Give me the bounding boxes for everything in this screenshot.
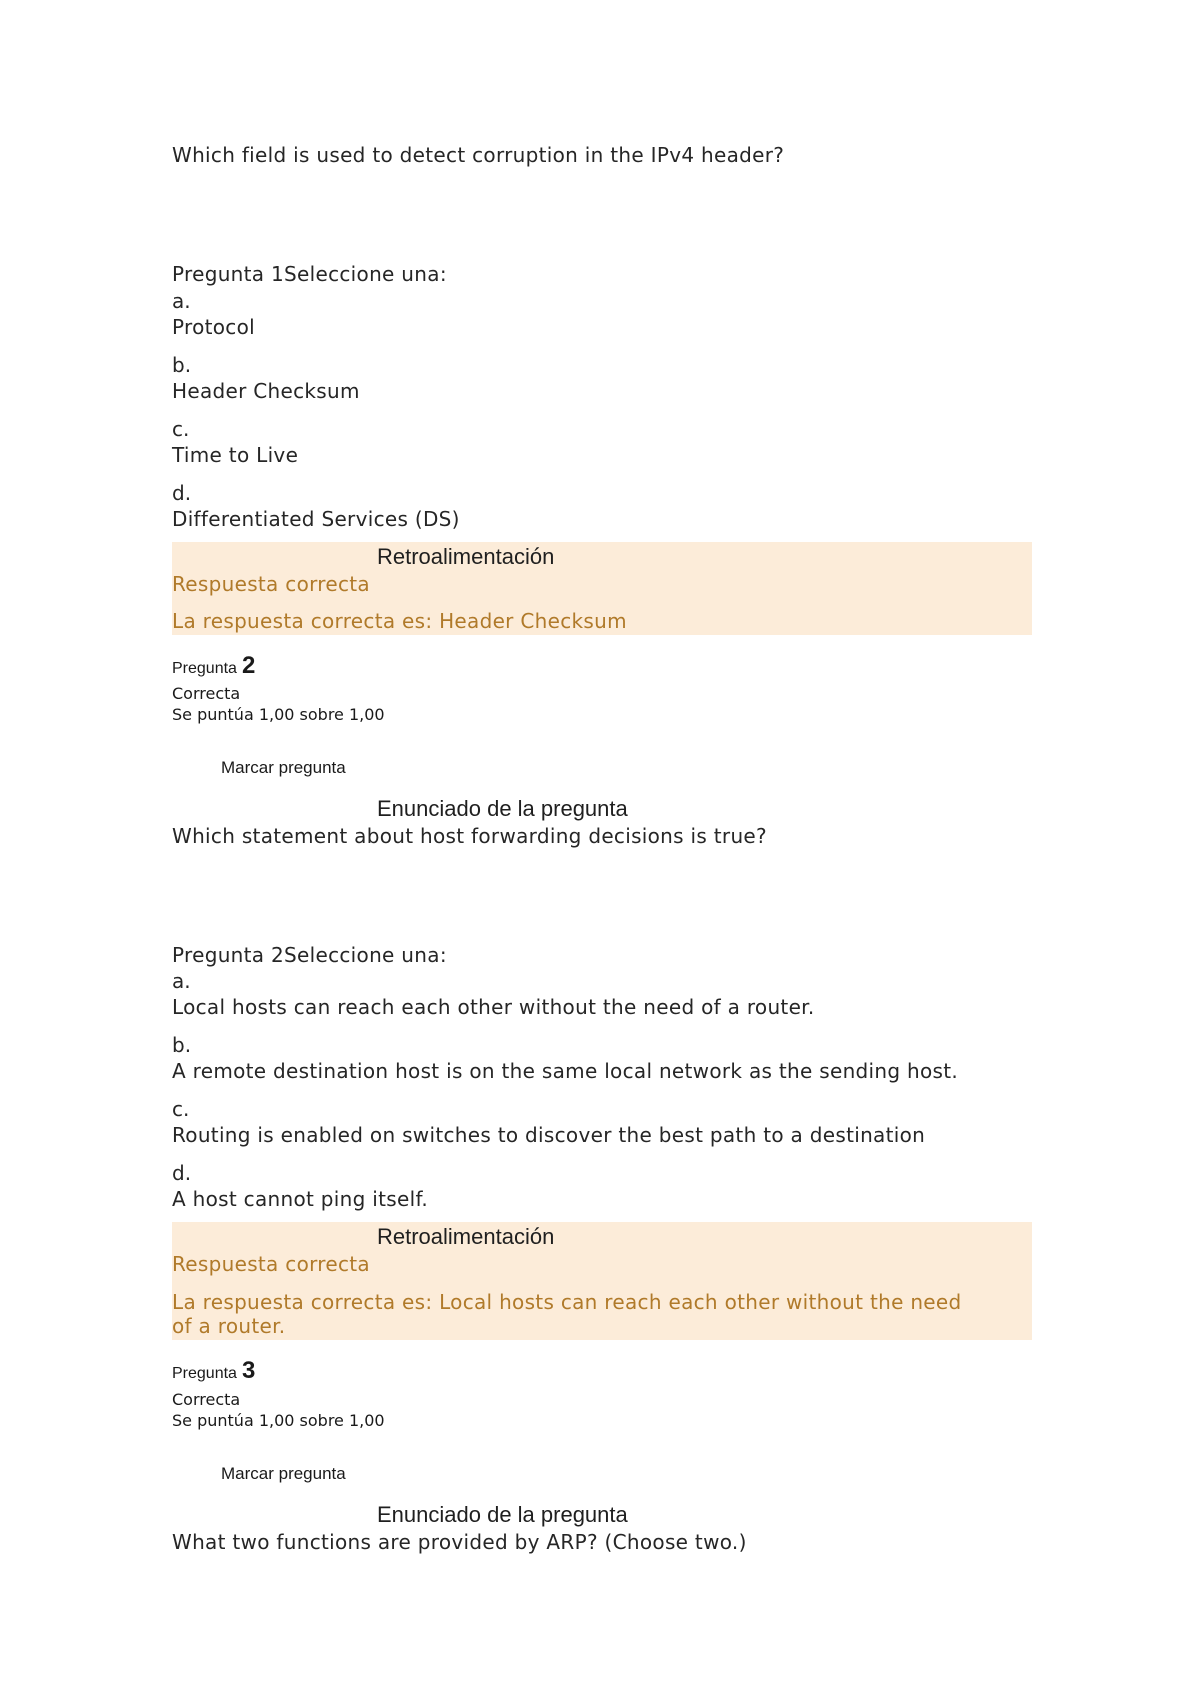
q1-option-a-letter[interactable]: a.	[172, 289, 191, 313]
q2-feedback-title: Retroalimentación	[377, 1224, 555, 1249]
q2-prompt: Pregunta 2Seleccione una:	[172, 943, 447, 967]
q2-grade: Se puntúa 1,00 sobre 1,00	[172, 705, 385, 724]
q3-grade: Se puntúa 1,00 sobre 1,00	[172, 1411, 385, 1430]
q2-option-c-text[interactable]: Routing is enabled on switches to discover the best path to a destination	[172, 1123, 926, 1147]
q3-number: 3	[242, 1357, 256, 1384]
q1-option-c-letter[interactable]: c.	[172, 417, 190, 441]
q2-feedback-answer-line1: La respuesta correcta es: Local hosts can reach each other without the need	[172, 1290, 962, 1314]
q3-header	[172, 1357, 255, 1385]
q2-state: Correcta	[172, 684, 241, 703]
q1-option-b-letter[interactable]: b.	[172, 353, 192, 377]
q2-option-b-letter[interactable]: b.	[172, 1033, 192, 1057]
q2-statement: Which statement about host forwarding decisions is true?	[172, 824, 767, 848]
q3-flag-link[interactable]: Marcar pregunta	[221, 1464, 346, 1483]
q1-prompt: Pregunta 1Seleccione una:	[172, 262, 447, 286]
q2-feedback-box	[172, 1222, 1032, 1340]
q2-option-a-letter[interactable]: a.	[172, 969, 191, 993]
q1-option-a-text[interactable]: Protocol	[172, 315, 255, 339]
q2-option-a-text[interactable]: Local hosts can reach each other without the need of a router.	[172, 995, 815, 1019]
q2-feedback-answer-line2: of a router.	[172, 1314, 286, 1338]
q2-option-d-text[interactable]: A host cannot ping itself.	[172, 1187, 429, 1211]
q3-statement-title: Enunciado de la pregunta	[377, 1502, 628, 1527]
q2-flag-link[interactable]: Marcar pregunta	[221, 758, 346, 777]
q2-number: 2	[242, 652, 256, 679]
q2-statement-title: Enunciado de la pregunta	[377, 796, 628, 821]
q3-state: Correcta	[172, 1390, 241, 1409]
q2-feedback-result: Respuesta correcta	[172, 1252, 370, 1276]
q3-statement: What two functions are provided by ARP? (Choose two.)	[172, 1530, 747, 1554]
q1-option-d-text[interactable]: Differentiated Services (DS)	[172, 507, 460, 531]
q1-feedback-answer: La respuesta correcta es: Header Checksum	[172, 609, 627, 633]
q1-feedback-title: Retroalimentación	[377, 544, 555, 569]
q1-option-d-letter[interactable]: d.	[172, 481, 192, 505]
q1-option-b-text[interactable]: Header Checksum	[172, 379, 360, 403]
q2-header	[172, 652, 255, 680]
q2-option-b-text[interactable]: A remote destination host is on the same local network as the sending host.	[172, 1059, 959, 1083]
q1-statement: Which field is used to detect corruption in the IPv4 header?	[172, 143, 785, 167]
q3-label: Pregunta	[172, 1365, 237, 1382]
q1-option-c-text[interactable]: Time to Live	[172, 443, 299, 467]
q2-option-d-letter[interactable]: d.	[172, 1161, 192, 1185]
q2-label: Pregunta	[172, 660, 237, 677]
q1-feedback-result: Respuesta correcta	[172, 572, 370, 596]
q1-feedback-box	[172, 542, 1032, 635]
q2-option-c-letter[interactable]: c.	[172, 1097, 190, 1121]
